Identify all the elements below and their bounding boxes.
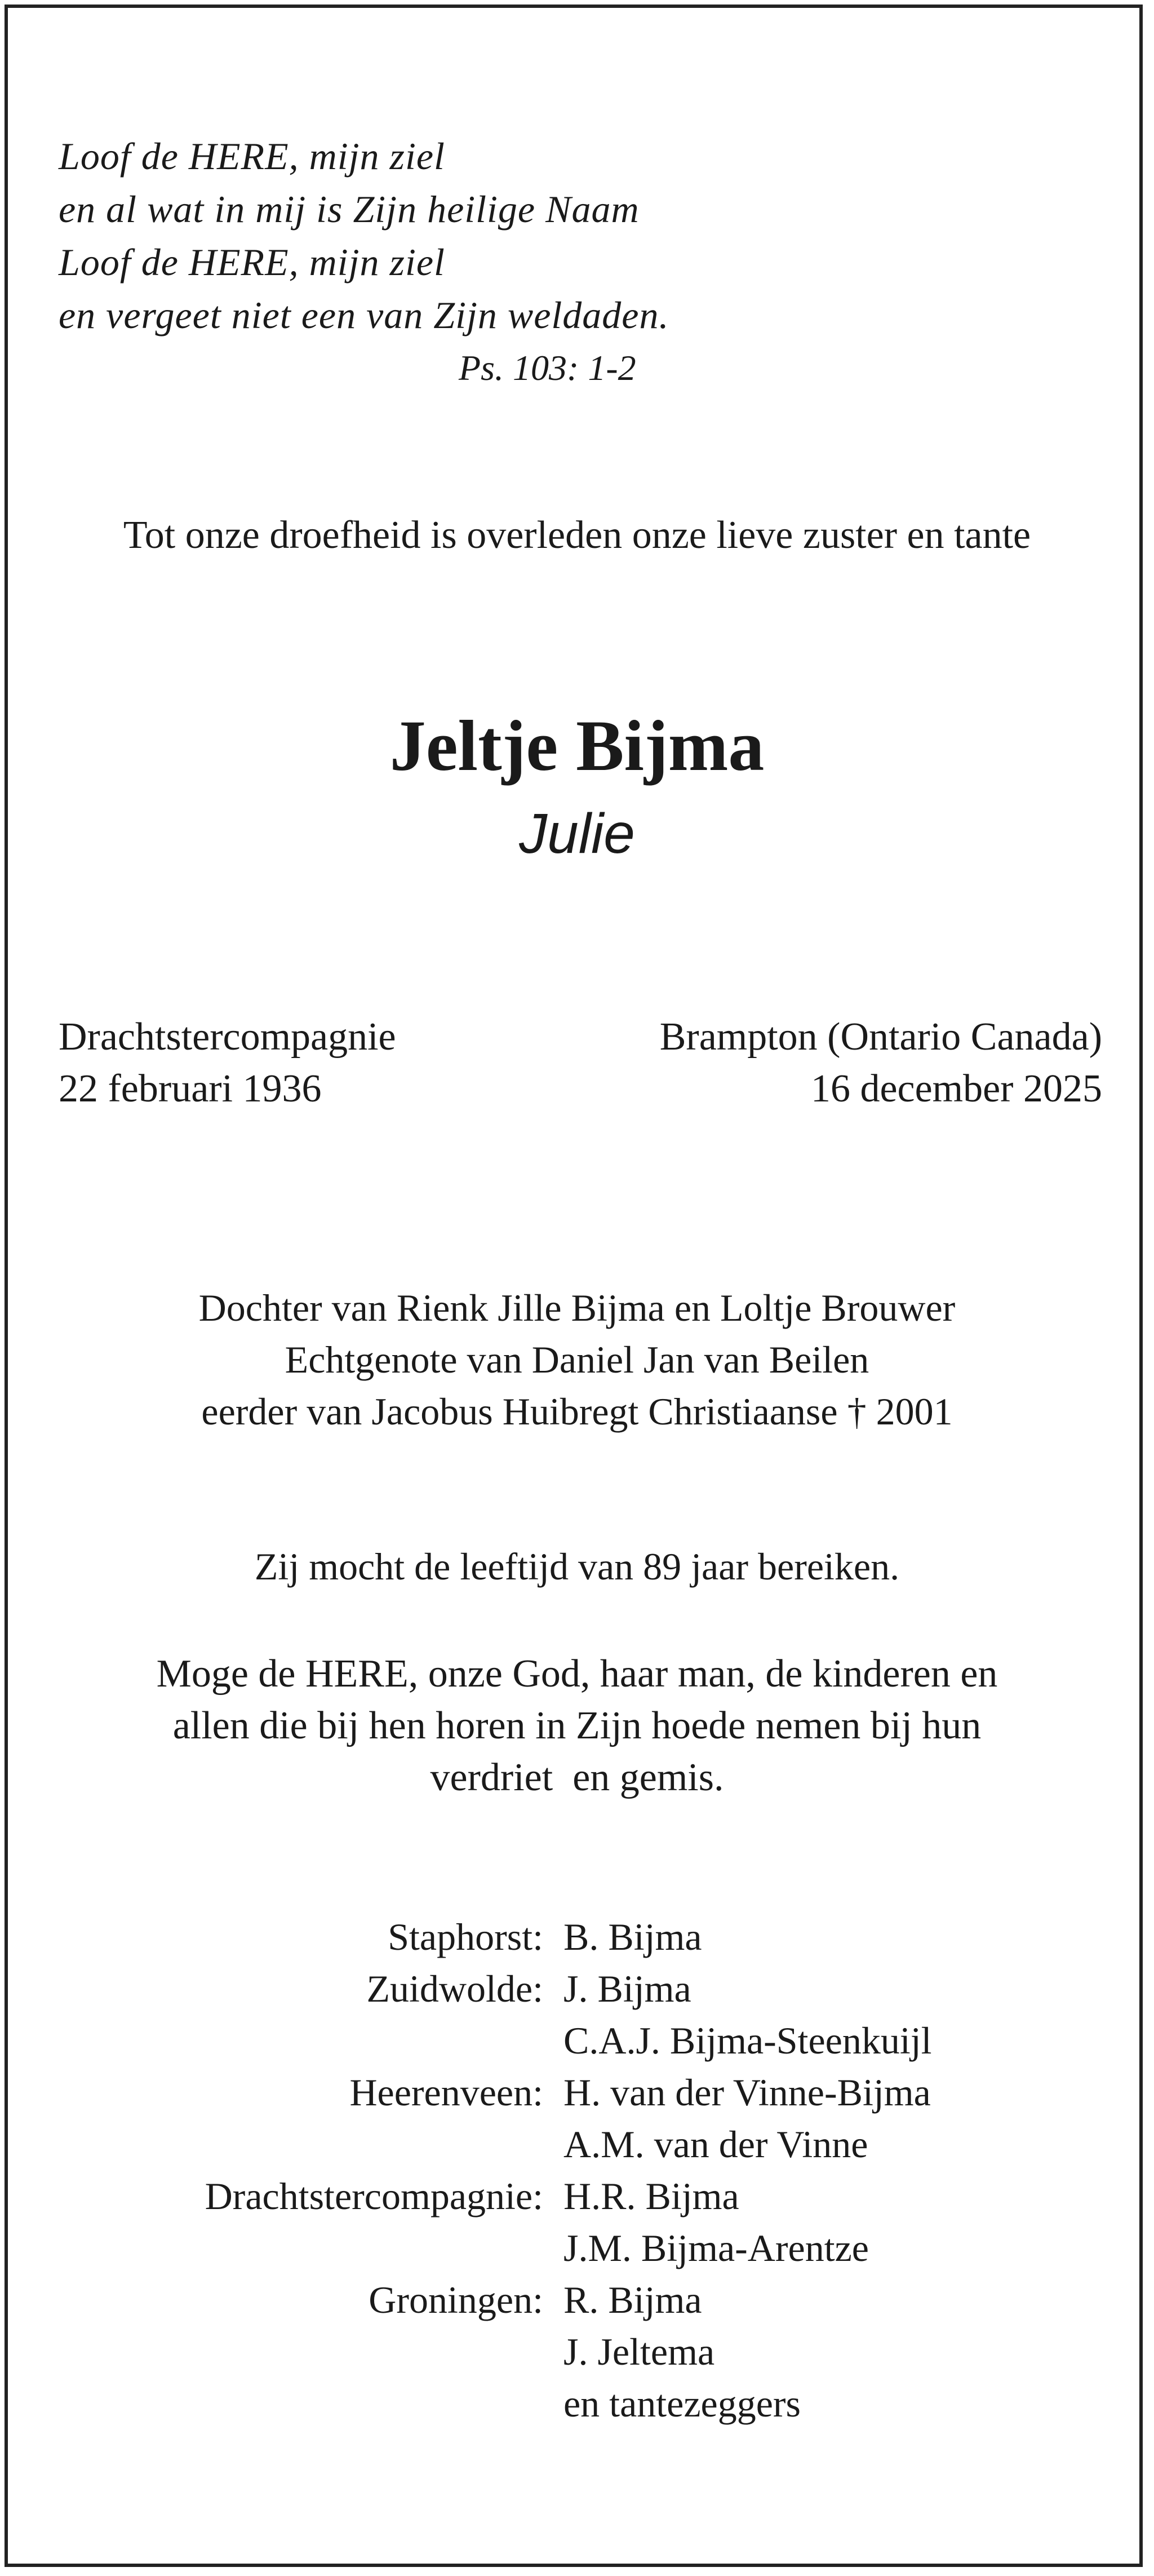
bible-verse xyxy=(59,130,669,342)
family-row xyxy=(0,2118,1154,2170)
birth-place: Drachtstercompagnie xyxy=(59,1015,396,1059)
relation-line: eerder van Jacobus Huibregt Christiaanse † 2001 xyxy=(201,1390,953,1433)
relation-line: Dochter van Rienk Jille Bijma en Loltje Brouwer xyxy=(198,1286,956,1329)
family-row xyxy=(0,2170,1154,2222)
birth-date: 22 februari 1936 xyxy=(59,1067,322,1110)
verse-reference: Ps. 103: 1-2 xyxy=(459,348,636,388)
relations-block xyxy=(0,1282,1154,1437)
family-row xyxy=(0,2222,1154,2274)
family-row xyxy=(0,1963,1154,2015)
family-row xyxy=(0,2015,1154,2066)
family-place: Staphorst: xyxy=(388,1915,543,1958)
family-row xyxy=(0,2378,1154,2429)
death-date: 16 december 2025 xyxy=(810,1067,1102,1110)
family-name: C.A.J. Bijma-Steenkuijl xyxy=(563,2019,932,2062)
verse-line: Loof de HERE, mijn ziel xyxy=(59,135,445,178)
family-row xyxy=(0,2326,1154,2378)
family-name: J. Bijma xyxy=(563,1967,691,2010)
family-place: Heerenveen: xyxy=(349,2071,543,2114)
verse-line: en vergeet niet een van Zijn weldaden. xyxy=(59,294,669,337)
family-name: en tantezeggers xyxy=(563,2382,801,2425)
family-place: Drachtstercompagnie: xyxy=(205,2175,543,2218)
verse-line: en al wat in mij is Zijn heilige Naam xyxy=(59,188,640,231)
family-name: B. Bijma xyxy=(563,1915,702,1958)
relation-line: Echtgenote van Daniel Jan van Beilen xyxy=(285,1338,869,1381)
family-name: J.M. Bijma-Arentze xyxy=(563,2227,869,2269)
deceased-name: Jeltje Bijma xyxy=(389,706,765,786)
family-row xyxy=(0,1911,1154,1963)
family-place: Zuidwolde: xyxy=(366,1967,543,2010)
age-text: Zij mocht de leeftijd van 89 jaar bereiken. xyxy=(254,1545,900,1588)
prayer-line: verdriet en gemis. xyxy=(430,1756,724,1799)
family-name: R. Bijma xyxy=(563,2278,702,2321)
prayer-line: Moge de HERE, onze God, haar man, de kinderen en xyxy=(156,1652,998,1696)
prayer-text xyxy=(0,1648,1154,1804)
family-place: Groningen: xyxy=(369,2278,543,2321)
family-list xyxy=(0,1911,1154,2429)
family-name: H.R. Bijma xyxy=(563,2175,739,2218)
intro-text: Tot onze droefheid is overleden onze lieve zuster en tante xyxy=(123,514,1031,557)
family-name: A.M. van der Vinne xyxy=(563,2123,868,2166)
death-place: Brampton (Ontario Canada) xyxy=(659,1015,1102,1059)
verse-line: Loof de HERE, mijn ziel xyxy=(59,241,445,284)
deceased-nickname: Julie xyxy=(519,802,635,865)
prayer-line: allen die bij hen horen in Zijn hoede nemen bij hun xyxy=(172,1704,982,1747)
family-row xyxy=(0,2066,1154,2118)
family-name: J. Jeltema xyxy=(563,2330,715,2373)
family-name: H. van der Vinne-Bijma xyxy=(563,2071,931,2114)
family-row xyxy=(0,2274,1154,2326)
